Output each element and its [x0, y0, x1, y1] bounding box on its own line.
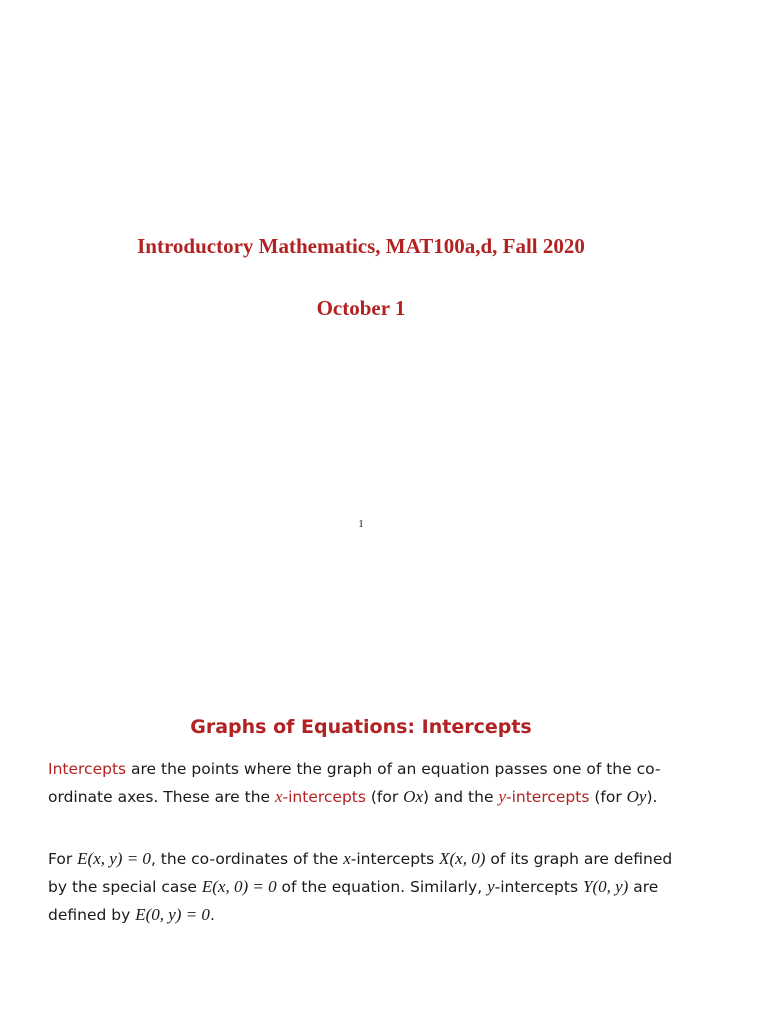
- text: -intercepts: [505, 788, 590, 806]
- slide-title: Introductory Mathematics, MAT100a,d, Fall 2020: [137, 234, 585, 258]
- math-equation: E(x, y) = 0: [77, 849, 151, 868]
- math-y: y: [498, 787, 506, 806]
- math-oy: Oy: [626, 787, 647, 806]
- page-number: 1: [358, 518, 364, 530]
- text: ) and the: [423, 788, 499, 806]
- text: -intercepts: [494, 878, 583, 896]
- text: (for: [589, 788, 627, 806]
- intercepts-definition-paragraph: [48, 756, 688, 811]
- term-intercepts: Intercepts: [48, 760, 127, 778]
- text: (for: [365, 788, 404, 806]
- math-equation: Y(0, y): [582, 877, 629, 896]
- math-ox: Ox: [403, 787, 423, 806]
- text: .: [209, 906, 215, 924]
- text: are defined by: [48, 878, 659, 924]
- section-heading: Graphs of Equations: Intercepts: [190, 716, 532, 738]
- text: of the equation. Similarly,: [276, 878, 488, 896]
- math-equation: E(x, 0) = 0: [201, 877, 277, 896]
- text: , the co-ordinates of the: [150, 850, 344, 868]
- text: For: [48, 850, 78, 868]
- text: of its graph are defined by the special case: [48, 850, 673, 896]
- text: ).: [646, 788, 658, 806]
- slide-date: October 1: [316, 296, 406, 320]
- math-equation: X(x, 0): [439, 849, 486, 868]
- term-y-intercepts: [498, 788, 589, 806]
- term-x-intercepts: [275, 788, 366, 806]
- math-x: x: [343, 849, 351, 868]
- text: -intercepts: [350, 850, 440, 868]
- math-y: y: [487, 877, 495, 896]
- text: -intercepts: [282, 788, 366, 806]
- math-equation: E(0, y) = 0: [135, 905, 210, 924]
- text: are the points where the graph of an equation passes one of the co-ordinate axes. These are the: [48, 760, 661, 806]
- intercepts-equation-paragraph: [48, 845, 688, 929]
- math-x: x: [274, 787, 283, 806]
